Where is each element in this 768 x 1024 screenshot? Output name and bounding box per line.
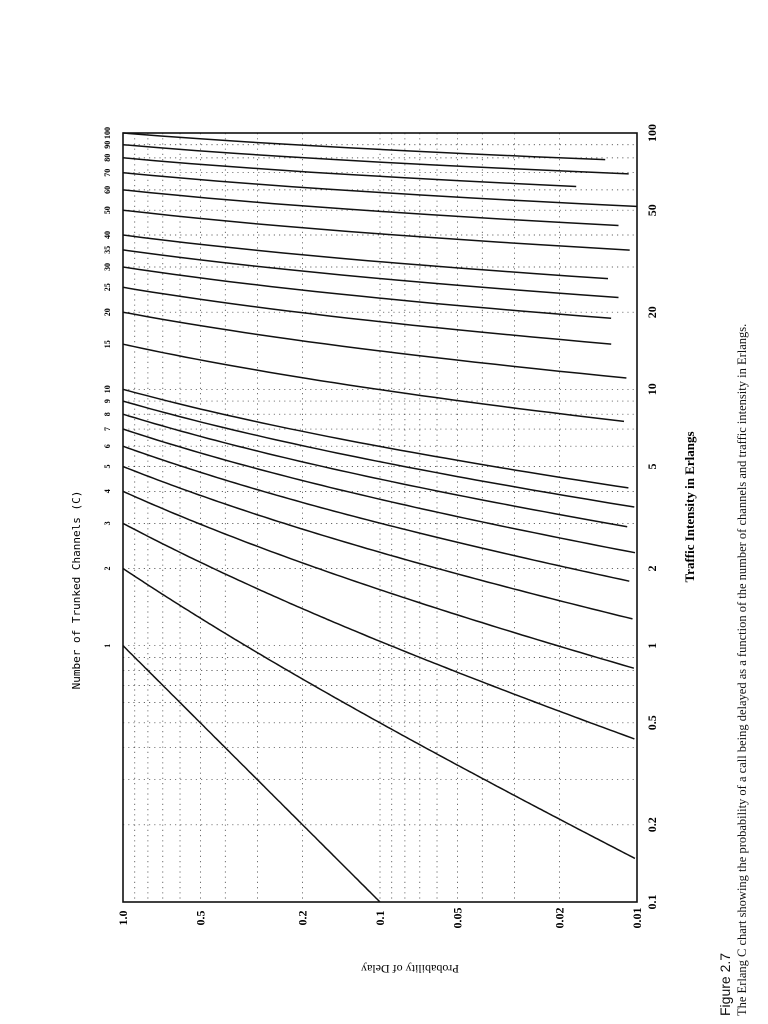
channel-label: 60 [103, 185, 112, 194]
x-tick-label: 10 [645, 383, 659, 396]
x-tick-label: 5 [645, 463, 659, 470]
channel-label: 15 [103, 340, 112, 349]
curve-c25 [123, 287, 611, 344]
y-tick-label: 0.5 [193, 910, 208, 926]
channel-label: 1 [103, 643, 112, 648]
channel-label: 7 [103, 427, 112, 431]
curve-c4 [123, 491, 634, 668]
figure-caption: The Erlang C chart showing the probability of a call being delayed as a function of the number of channels and traffic intensity in Erlangs. [735, 323, 749, 1016]
curve-c7 [123, 429, 635, 553]
channel-label: 2 [103, 566, 112, 571]
channel-label: 20 [103, 308, 112, 317]
curve-c80 [123, 158, 576, 187]
x-tick-label: 1 [645, 642, 659, 649]
grid [123, 133, 637, 902]
curve-c30 [123, 267, 611, 318]
channels-axis-title: Number of Trunked Channels (C) [70, 490, 83, 690]
channel-label: 35 [103, 245, 112, 254]
channel-label: 25 [103, 283, 112, 292]
x-tick-label: 50 [645, 204, 659, 217]
curve-c10 [123, 389, 628, 488]
curve-c3 [123, 523, 634, 739]
channel-label: 9 [103, 399, 112, 404]
x-axis-title: Traffic Intensity in Erlangs [682, 431, 697, 583]
x-tick-label: 20 [645, 306, 659, 319]
x-tick-label: 100 [645, 124, 659, 142]
curve-c20 [123, 312, 626, 378]
channel-label: 90 [103, 140, 112, 149]
channel-label: 4 [103, 489, 112, 494]
curve-c2 [123, 569, 635, 859]
x-tick-label: 0.2 [645, 817, 659, 833]
x-tick-label: 0.1 [645, 894, 659, 910]
channel-label: 5 [103, 464, 112, 469]
channel-label: 70 [103, 168, 112, 177]
channel-label: 8 [103, 412, 112, 417]
channel-label: 30 [103, 263, 112, 271]
figure-label: Figure 2.7 [717, 952, 733, 1016]
channel-labels [103, 127, 112, 648]
channel-label: 6 [103, 444, 112, 449]
channel-label: 100 [103, 127, 112, 139]
x-tick-label: 2 [645, 565, 659, 572]
channel-label: 40 [103, 231, 112, 239]
y-tick-label: 0.2 [295, 910, 310, 926]
y-tick-label: 0.1 [373, 910, 387, 926]
curve-c8 [123, 414, 627, 527]
y-tick-label: 1.0 [116, 910, 130, 926]
curve-c40 [123, 235, 608, 279]
curve-c1 [123, 646, 380, 902]
y-tick-label: 0.01 [630, 907, 644, 929]
curve-c5 [123, 467, 633, 619]
curve-c60 [123, 190, 619, 226]
channel-label: 50 [103, 206, 112, 215]
channel-label: 80 [103, 153, 112, 162]
curve-c15 [123, 344, 624, 421]
channel-label: 3 [103, 521, 112, 526]
channel-label: 10 [103, 385, 112, 394]
curve-c100 [123, 133, 605, 160]
y-axis-title: Probability of Delay [361, 962, 459, 976]
x-tick-label: 0.5 [645, 715, 659, 731]
y-tick-label: 0.05 [450, 907, 465, 929]
y-tick-label: 0.02 [552, 907, 567, 929]
